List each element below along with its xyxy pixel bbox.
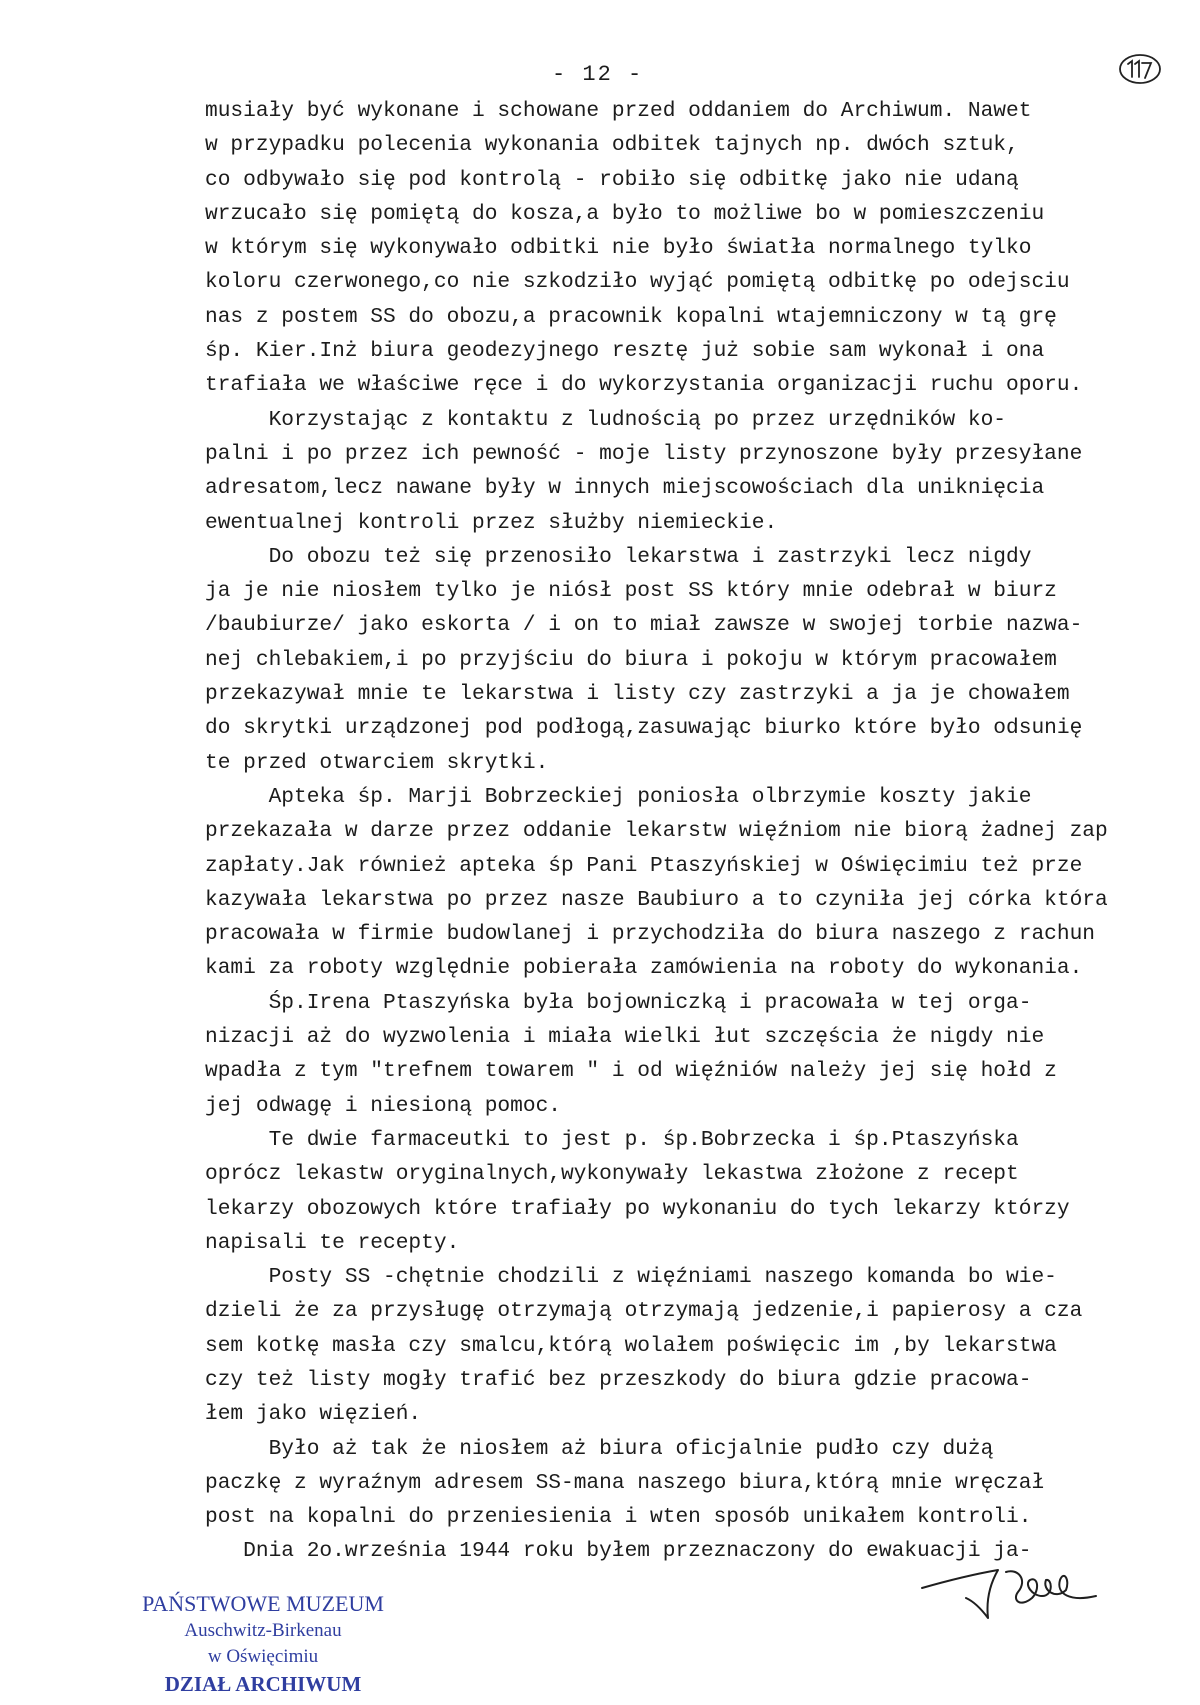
text-line: Te dwie farmaceutki to jest p. śp.Bobrzecka i śp.Ptaszyńska <box>205 1127 1019 1152</box>
text-line: Dnia 2o.września 1944 roku byłem przeznaczony do ewakuacji ja- <box>205 1539 1032 1564</box>
text-line: palni i po przez ich pewność - moje listy przynoszone były przesyłane <box>205 441 1083 466</box>
text-line: nas z postem SS do obozu,a pracownik kopalni wtajemniczony w tą grę <box>205 304 1057 329</box>
text-line: do skrytki urządzonej pod podłogą,zasuwając biurko które było odsunię <box>205 716 1083 741</box>
text-line: musiały być wykonane i schowane przed oddaniem do Archiwum. Nawet <box>205 99 1032 123</box>
text-line: post na kopalni do przeniesienia i wten sposób unikałem kontroli. <box>205 1505 1032 1530</box>
text-line: lekarzy obozowych które trafiały po wykonaniu do tych lekarzy którzy <box>205 1196 1070 1221</box>
text-line: w przypadku polecenia wykonania odbitek tajnych np. dwóch sztuk, <box>205 133 1019 158</box>
stamp-line-4: DZIAŁ ARCHIWUM <box>164 1672 362 1696</box>
text-line: kazywała lekarstwa po przez nasze Baubiuro a to czyniła jej córka która <box>205 887 1108 912</box>
text-line: śp. Kier.Inż biura geodezyjnego resztę już sobie sam wykonał i ona <box>205 339 1045 364</box>
text-line: pracowała w firmie budowlanej i przychodziła do biura naszego z rachun <box>205 922 1096 947</box>
text-line: Apteka śp. Marji Bobrzeckiej poniosła olbrzymie koszty jakie <box>205 784 1032 809</box>
text-line: Było aż tak że niosłem aż biura oficjalnie pudło czy dużą <box>205 1436 994 1461</box>
text-line: nizacji aż do wyzwolenia i miała wielki łut szczęścia że nigdy nie <box>205 1025 1045 1050</box>
text-line: co odbywało się pod kontrolą - robiło się odbitkę jako nie udaną <box>205 167 1019 192</box>
text-line: oprócz lekastw oryginalnych,wykonywały lekastwa złożone z recept <box>205 1162 1019 1187</box>
text-line: kami za roboty względnie pobierała zamówienia na roboty do wykonania. <box>205 956 1083 981</box>
text-line: jej odwagę i niesioną pomoc. <box>205 1093 562 1118</box>
page-number: - 12 - <box>552 62 644 87</box>
text-line: wpadła z tym "trefnem towarem " i od więźniów należy jej się hołd z <box>205 1059 1057 1084</box>
stamp-line-3: w Oświęcimiu <box>207 1646 319 1667</box>
text-line: łem jako więzień. <box>205 1402 422 1427</box>
text-line: nej chlebakiem,i po przyjściu do biura i pokoju w którym pracowałem <box>205 647 1057 672</box>
text-line: przekazywał mnie te lekarstwa i listy czy zastrzyki a ja je chowałem <box>205 682 1070 707</box>
text-line: Posty SS -chętnie chodzili z więźniami naszego komanda bo wie- <box>205 1265 1057 1290</box>
typed-body-text <box>205 94 1165 1569</box>
stamp-line-1: PAŃSTWOWE MUZEUM <box>142 1591 384 1616</box>
text-line: napisali te recepty. <box>205 1230 460 1255</box>
text-line: Śp.Irena Ptaszyńska była bojowniczką i pracowała w tej orga- <box>205 990 1032 1015</box>
text-line: przekazała w darze przez oddanie lekarstw więźniom nie biorą żadnej zap <box>205 819 1108 844</box>
text-line: te przed otwarciem skrytki. <box>205 750 549 775</box>
handwritten-signature <box>920 1550 1100 1630</box>
text-line: sem kotkę masła czy smalcu,którą wolałem poświęcic im ,by lekarstwa <box>205 1333 1057 1358</box>
text-line: koloru czerwonego,co nie szkodziło wyjąć pomiętą odbitkę po odejsciu <box>205 270 1070 295</box>
text-line: /baubiurze/ jako eskorta / i on to miał zawsze w swojej torbie nazwa- <box>205 613 1083 638</box>
text-line: trafiała we właściwe ręce i do wykorzystania organizacji ruchu oporu. <box>205 373 1083 398</box>
archive-folio-number <box>1118 52 1162 86</box>
text-line: dzieli że za przysługę otrzymają otrzymają jedzenie,i papierosy a cza <box>205 1299 1083 1324</box>
archive-stamp <box>118 1590 408 1698</box>
text-line: czy też listy mogły trafić bez przeszkody do biura gdzie pracowa- <box>205 1367 1032 1392</box>
stamp-line-2: Auschwitz-Birkenau <box>184 1620 342 1641</box>
text-line: ja je nie niosłem tylko je niósł post SS który mnie odebrał w biurz <box>205 579 1057 604</box>
text-line: paczkę z wyraźnym adresem SS-mana naszego biura,którą mnie wręczał <box>205 1470 1045 1495</box>
text-line: wrzucało się pomiętą do kosza,a było to możliwe bo w pomieszczeniu <box>205 201 1045 226</box>
text-line: Korzystając z kontaktu z ludnością po przez urzędników ko- <box>205 407 1007 432</box>
text-line: Do obozu też się przenosiło lekarstwa i zastrzyki lecz nigdy <box>205 544 1032 569</box>
text-line: zapłaty.Jak również apteka śp Pani Ptaszyńskiej w Oświęcimiu też prze <box>205 853 1083 878</box>
text-line: w którym się wykonywało odbitki nie było światła normalnego tylko <box>205 236 1032 261</box>
text-line: ewentualnej kontroli przez służby niemieckie. <box>205 510 778 535</box>
text-line: adresatom,lecz nawane były w innych miejscowościach dla uniknięcia <box>205 476 1045 501</box>
